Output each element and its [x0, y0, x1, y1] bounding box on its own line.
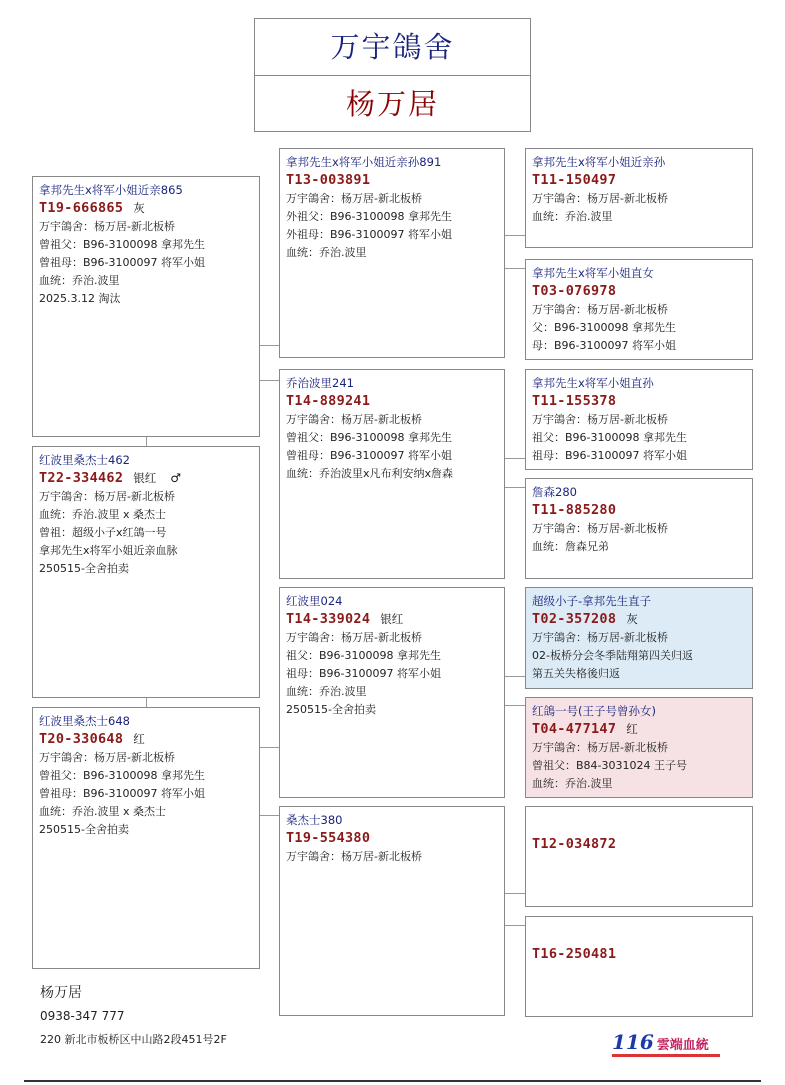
info-line: 曾祖母：B96-3100097 将军小姐	[39, 256, 205, 269]
pedigree-header	[254, 18, 531, 132]
ring-number: T14-339024	[286, 611, 371, 627]
info-line: 血统：乔治.波里	[39, 274, 120, 287]
connector	[504, 893, 525, 894]
ring-number: T19-554380	[286, 830, 371, 846]
info-line: 血统：乔治.波里	[532, 210, 613, 223]
info-line: 祖母：B96-3100097 将军小姐	[532, 449, 687, 462]
ring-number: T11-155378	[532, 393, 617, 409]
bird-card	[279, 148, 505, 358]
info-line: 曾祖父：B84-3031024 王子号	[532, 759, 687, 772]
bird-name: 詹森280	[532, 485, 577, 499]
info-line: 2025.3.12 淘汰	[39, 292, 121, 305]
info-line: 祖父：B96-3100098 拿邦先生	[286, 649, 441, 662]
info-line: 血统：乔治.波里	[286, 246, 367, 259]
info-line: 曾祖：超级小子x红鴿一号	[39, 526, 167, 539]
ring-number: T16-250481	[532, 946, 617, 962]
info-line: 250515-全舍拍卖	[39, 562, 129, 575]
info-line: 万宇鴿舍：杨万居-新北板桥	[286, 850, 422, 863]
info-line: 曾祖母：B96-3100097 将军小姐	[39, 787, 205, 800]
owner-address: 220 新北市板桥区中山路2段451号2F	[40, 1033, 227, 1046]
ring-number: T22-334462	[39, 470, 124, 486]
info-line: 曾祖父：B96-3100098 拿邦先生	[286, 431, 452, 444]
bird-color: 红	[133, 732, 145, 746]
bird-card	[279, 587, 505, 798]
info-line: 外祖父：B96-3100098 拿邦先生	[286, 210, 452, 223]
info-line: 万宇鴿舍：杨万居-新北板桥	[286, 631, 422, 644]
bird-name: 桑杰士380	[286, 813, 343, 827]
brand-logo	[612, 1030, 732, 1058]
bird-color: 灰	[626, 612, 638, 626]
info-line: 万宇鴿舍：杨万居-新北板桥	[39, 490, 175, 503]
info-line: 万宇鴿舍：杨万居-新北板桥	[532, 192, 668, 205]
info-line: 万宇鴿舍：杨万居-新北板桥	[39, 220, 175, 233]
bird-name: 红鴿一号(王子号曾孙女)	[532, 704, 656, 718]
owner-contact	[40, 982, 227, 1051]
bird-name: 拿邦先生x将军小姐近亲孙891	[286, 155, 442, 169]
connector	[504, 705, 525, 706]
connector	[259, 815, 279, 816]
bird-name: 拿邦先生x将军小姐近亲865	[39, 183, 183, 197]
bird-card	[525, 806, 753, 907]
bird-name: 拿邦先生x将军小姐近亲孙	[532, 155, 666, 169]
bird-card	[279, 806, 505, 1016]
info-line: 母：B96-3100097 将军小姐	[532, 339, 676, 352]
bird-color: 灰	[133, 201, 145, 215]
info-line: 万宇鴿舍：杨万居-新北板桥	[532, 413, 668, 426]
info-line: 万宇鴿舍：杨万居-新北板桥	[286, 192, 422, 205]
info-line: 万宇鴿舍：杨万居-新北板桥	[532, 631, 668, 644]
ring-number: T02-357208	[532, 611, 617, 627]
ring-number: T03-076978	[532, 283, 617, 299]
connector	[259, 345, 279, 346]
info-line: 血统：乔治.波里 x 桑杰士	[39, 805, 166, 818]
connector	[504, 458, 525, 459]
loft-title: 万宇鴿舍	[255, 19, 530, 76]
bird-card	[279, 369, 505, 579]
info-line: 父：B96-3100098 拿邦先生	[532, 321, 676, 334]
info-line: 曾祖父：B96-3100098 拿邦先生	[39, 238, 205, 251]
info-line: 外祖母：B96-3100097 将军小姐	[286, 228, 452, 241]
owner-phone: 0938-347 777	[40, 1009, 125, 1023]
connector	[146, 436, 147, 446]
connector	[504, 487, 525, 488]
ring-number: T14-889241	[286, 393, 371, 409]
ring-number: T04-477147	[532, 721, 617, 737]
connector	[504, 676, 525, 677]
info-line: 万宇鴿舍：杨万居-新北板桥	[532, 303, 668, 316]
bird-card	[32, 707, 260, 969]
bird-card	[525, 259, 753, 360]
bird-card	[525, 916, 753, 1017]
ring-number: T19-666865	[39, 200, 124, 216]
bird-card	[525, 148, 753, 248]
info-line: 曾祖父：B96-3100098 拿邦先生	[39, 769, 205, 782]
connector	[146, 697, 147, 707]
info-line: 血统：詹森兄弟	[532, 540, 609, 553]
info-line: 血统：乔治.波里	[532, 777, 613, 790]
bird-color: 红	[626, 722, 638, 736]
bird-card	[525, 587, 753, 689]
info-line: 曾祖母：B96-3100097 将军小姐	[286, 449, 452, 462]
ring-number: T13-003891	[286, 172, 371, 188]
owner-title: 杨万居	[345, 87, 439, 121]
bird-card	[525, 369, 753, 470]
bird-color: 银红	[380, 612, 404, 626]
bird-name: 乔治波里241	[286, 376, 354, 390]
connector	[504, 268, 525, 269]
logo-number: 116	[612, 1030, 654, 1054]
male-icon: ♂	[170, 471, 182, 485]
info-line: 第五关失格後归返	[532, 667, 620, 680]
bird-name: 红波里024	[286, 594, 343, 608]
bird-name: 超级小子-拿邦先生直子	[532, 594, 652, 608]
info-line: 02-板桥分会冬季陆翔第四关归返	[532, 649, 693, 662]
bird-card	[525, 697, 753, 798]
info-line: 万宇鴿舍：杨万居-新北板桥	[286, 413, 422, 426]
bird-card-subject	[32, 446, 260, 698]
bird-name: 拿邦先生x将军小姐直孙	[532, 376, 654, 390]
info-line: 血统：乔治波里x凡布利安纳x詹森	[286, 467, 454, 480]
info-line: 拿邦先生x将军小姐近亲血脉	[39, 544, 178, 557]
bird-card	[525, 478, 753, 579]
connector	[259, 380, 279, 381]
connector	[504, 235, 525, 236]
info-line: 祖母：B96-3100097 将军小姐	[286, 667, 441, 680]
bird-name: 红波里桑杰士462	[39, 453, 130, 467]
logo-underline	[612, 1054, 720, 1057]
page-divider	[24, 1080, 761, 1082]
ring-number: T12-034872	[532, 836, 617, 852]
info-line: 血统：乔治.波里	[286, 685, 367, 698]
ring-number: T11-150497	[532, 172, 617, 188]
info-line: 万宇鴿舍：杨万居-新北板桥	[532, 741, 668, 754]
ring-number: T20-330648	[39, 731, 124, 747]
bird-name	[532, 811, 746, 829]
owner-name: 杨万居	[40, 985, 82, 1001]
info-line: 血统：乔治.波里 x 桑杰士	[39, 508, 166, 521]
ring-number: T11-885280	[532, 502, 617, 518]
info-line: 250515-全舍拍卖	[39, 823, 129, 836]
bird-name: 拿邦先生x将军小姐直女	[532, 266, 654, 280]
bird-card	[32, 176, 260, 437]
info-line: 万宇鴿舍：杨万居-新北板桥	[532, 522, 668, 535]
info-line: 万宇鴿舍：杨万居-新北板桥	[39, 751, 175, 764]
bird-color: 银红	[133, 471, 157, 485]
connector	[504, 925, 525, 926]
bird-name	[532, 921, 746, 939]
info-line: 祖父：B96-3100098 拿邦先生	[532, 431, 687, 444]
bird-name: 红波里桑杰士648	[39, 714, 130, 728]
logo-text: 雲端血統	[656, 1038, 709, 1053]
info-line: 250515-全舍拍卖	[286, 703, 376, 716]
connector	[259, 747, 279, 748]
